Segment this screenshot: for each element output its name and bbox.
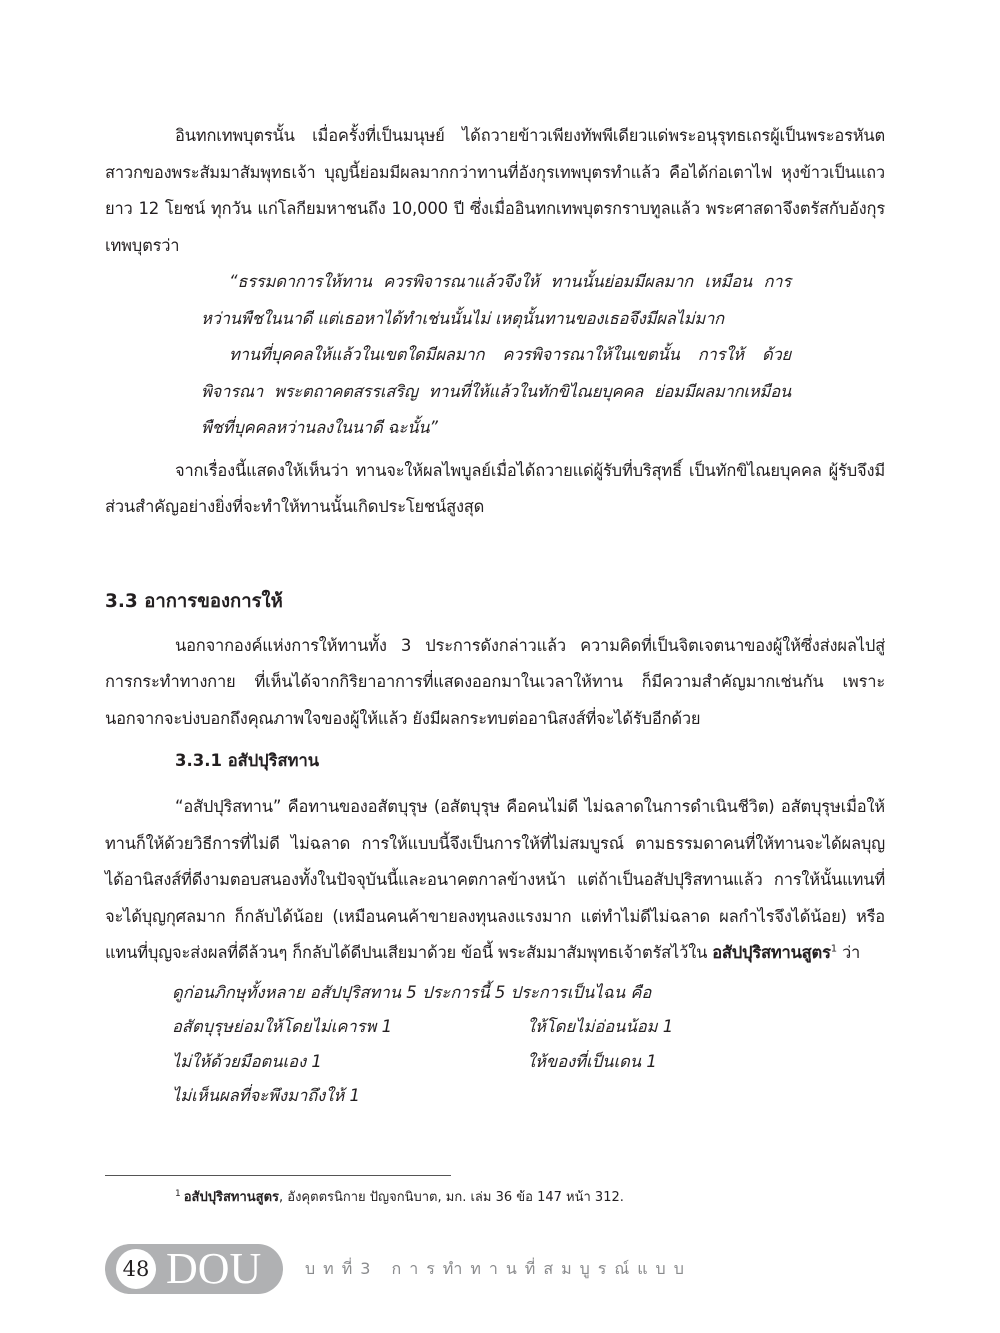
footnote-text: , อังคุตตรนิกาย ปัญจกนิบาต, มก. เล่ม 36 ข้อ 147 หน้า 312.: [279, 1190, 624, 1205]
list-row: [172, 1010, 772, 1045]
paragraph-intro: อินทกเทพบุตรนั้น เมื่อครั้งที่เป็นมนุษย์ ได้ถวายข้าวเพียงทัพพีเดียวแด่พระอนุรุทธเถรผู้เป็นพระอรหันตสาวกของพระสัมมาสัมพุทธเจ้า บุญนี้ย่อมมีผลมากกว่าทานที่อังกุรเทพบุตรทำแล้ว คือได้ก่อเตาไฟ หุงข้าวเป็นแถวยาว 12 โยชน์ ทุกวัน แก่โลกียมหาชนถึง 10,000 ปี ซึ่งเมื่ออินทกเทพบุตรกราบทูลแล้ว พระศาสดาจึงตรัสกับอังกุรเทพบุตรว่า: [105, 126, 885, 255]
main-content: [105, 118, 885, 1114]
list-row: [172, 1045, 772, 1080]
list-item: ไม่ให้ด้วยมือตนเอง 1: [172, 1051, 322, 1071]
list-item: ให้โดยไม่อ่อนน้อม 1: [527, 1017, 674, 1036]
footnote-divider: [105, 1175, 451, 1176]
list-item: [527, 1079, 772, 1114]
section-intro-paragraph: นอกจากองค์แห่งการให้ทานทั้ง 3 ประการดังกล่าวแล้ว ความคิดที่เป็นจิตเจตนาของผู้ให้ซึ่งส่งผลไปสู่การกระทำทางกาย ที่เห็นได้จากกิริยาอาการที่แสดงออกมาในเวลาให้ทาน ก็มีความสำคัญมากเช่นกัน เพราะนอกจากจะบ่งบอกถึงคุณภาพใจของผู้ให้แล้ว ยังมีผลกระทบต่ออานิสงส์ที่จะได้รับอีกด้วย: [105, 635, 885, 728]
five-gifts-list: [172, 976, 772, 1114]
list-item: ไม่เห็นผลที่จะพึงมาถึงให้ 1: [172, 1086, 360, 1105]
footnote-number: 1: [175, 1188, 181, 1199]
quote-paragraph-1: “ธรรมดาการให้ทาน ควรพิจารณาแล้วจึงให้ ทานนั้นย่อมมีผลมาก เหมือน การหว่านพืชในนาดี แต่เธอหาได้ทำเช่นนั้นไม่ เหตุนั้นทานของเธอจึงมีผลไม่มาก: [201, 272, 791, 328]
subsection-heading: 3.3.1 อสัปปุริสทาน: [175, 751, 320, 770]
list-item: ให้ของที่เป็นเดน 1: [527, 1051, 657, 1071]
subsection-body-text: “อสัปปุริสทาน” คือทานของอสัตบุรุษ (อสัตบุรุษ คือคนไม่ดี ไม่ฉลาดในการดำเนินชีวิต) อสัตบุรุษเมื่อให้ทานก็ให้ด้วยวิธีการที่ไม่ดี ไม่ฉลาด การให้แบบนี้จึงเป็นการให้ที่ไม่สมบูรณ์ ตามธรรมดาคนที่ให้ทานจะได้ผลบุญ ได้อานิสงส์ที่ดีงามตอบสนองทั้งในปัจจุบันนี้และอนาคตกาลข้างหน้า แต่ถ้าเป็นอสัปปุริสทานแล้ว การให้นั้นแทนที่จะได้บุญกุศลมาก ก็กลับได้น้อย (เหมือนคนค้าขายลงทุนลงแรงมาก แต่ทำไม่ดีไม่ฉลาด ผลกำไรจึงได้น้อย) หรือแทนที่บุญจะส่งผลที่ดีล้วนๆ ก็กลับได้ดีปนเสียมาด้วย ข้อนี้ พระสัมมาสัมพุทธเจ้าตรัสไว้ใน: [105, 797, 885, 962]
footnote-title: อสัปปุริสทานสูตร: [183, 1190, 280, 1205]
list-item: อสัตบุรุษย่อมให้โดยไม่เคารพ 1: [172, 1017, 393, 1036]
list-row: [172, 1079, 772, 1114]
quote-paragraph-2: ทานที่บุคคลให้แล้วในเขตใดมีผลมาก ควรพิจารณาให้ในเขตนั้น การให้ ด้วยพิจารณา พระตถาคตสรรเสริญ ทานที่ให้แล้วในทักขิไณยบุคคล ย่อมมีผลมากเหมือนพืชที่บุคคลหว่านลงในนาดี ฉะนั้น”: [201, 345, 791, 437]
chapter-title: บทที่3 การทำทานที่สมบูรณ์แบบ: [305, 1258, 692, 1278]
footnote: [175, 1188, 895, 1208]
subsection-body-end: ว่า: [836, 943, 861, 962]
paragraph-conclusion: จากเรื่องนี้แสดงให้เห็นว่า ทานจะให้ผลไพบูลย์เมื่อได้ถวายแด่ผู้รับที่บริสุทธิ์ เป็นทักขิไณยบุคคล ผู้รับจึงมีส่วนสำคัญอย่างยิ่งที่จะทำให้ทานนั้นเกิดประโยชน์สูงสุด: [105, 460, 885, 516]
footnote-reference[interactable]: 1: [830, 943, 837, 955]
dou-logo-text: DOU: [166, 1244, 262, 1293]
subsection-body: [105, 789, 885, 972]
list-intro: ดูก่อนภิกษุทั้งหลาย อสัปปุริสทาน 5 ประการนี้ 5 ประการเป็นไฉน คือ: [172, 982, 652, 1002]
buddha-quote: [201, 264, 791, 447]
page-number: 48: [116, 1249, 156, 1289]
dou-badge: [105, 1244, 283, 1294]
sutta-name: อสัปปุริสทานสูตร: [712, 943, 831, 962]
section-heading: 3.3 อาการของการให้: [105, 590, 283, 612]
page-footer: [105, 1243, 692, 1295]
